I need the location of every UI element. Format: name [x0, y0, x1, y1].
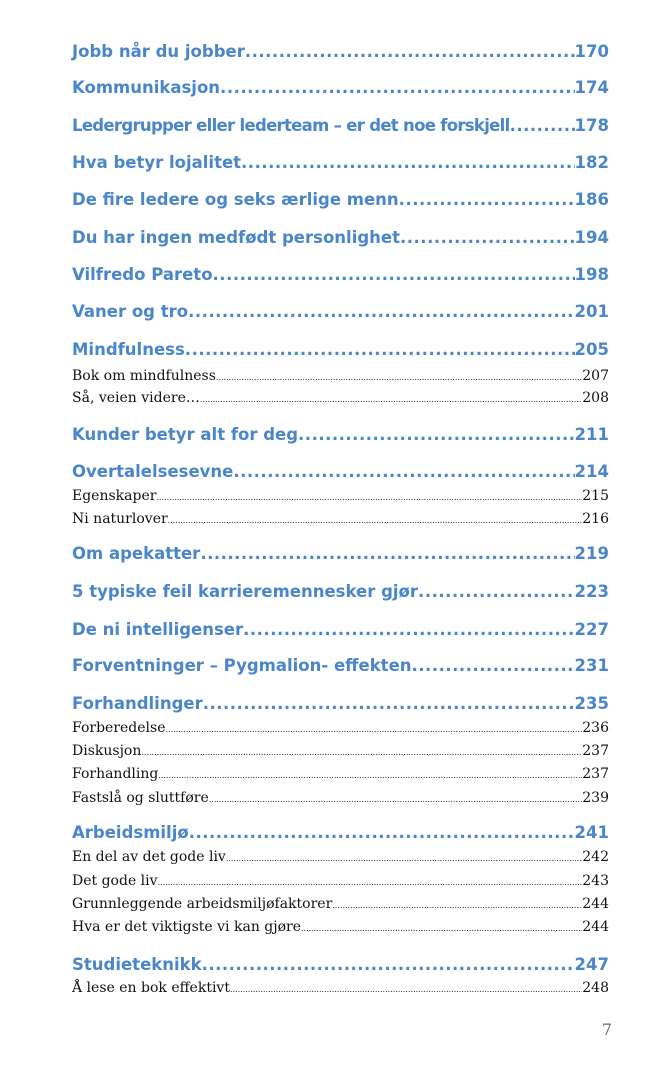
toc-entry-page: 244 — [582, 919, 609, 935]
dot-leader — [301, 919, 582, 938]
toc-entry[interactable] — [72, 655, 609, 677]
toc-entry-page: 219 — [574, 544, 609, 563]
toc-entry-title: Kunder betyr alt for deg — [72, 425, 299, 444]
toc-entry-page: 243 — [582, 873, 609, 889]
toc-entry-title: Forhandling — [72, 766, 159, 782]
toc-entry-page: 236 — [582, 720, 609, 736]
dot-leader — [213, 264, 575, 286]
toc-entry-page: 248 — [582, 980, 609, 996]
toc-entry-title: Fastslå og sluttføre — [72, 790, 209, 806]
toc-entry[interactable] — [72, 581, 609, 603]
toc-entry-page: 174 — [574, 78, 609, 97]
toc-entry-title: De ni intelligenser — [72, 620, 244, 639]
dot-leader — [243, 619, 574, 641]
toc-subentry[interactable] — [72, 510, 609, 529]
toc-subentry[interactable] — [72, 979, 609, 998]
toc-entry-page: 201 — [574, 302, 609, 321]
toc-entry[interactable] — [72, 543, 609, 565]
dot-leader — [510, 115, 575, 137]
dot-leader — [158, 766, 582, 785]
toc-entry-title: Å lese en bok effektivt — [72, 980, 230, 996]
dot-leader — [158, 873, 583, 892]
toc-entry-title: Forberedelse — [72, 720, 166, 736]
toc-entry-title: De fire ledere og seks ærlige menn — [72, 190, 399, 209]
toc-entry[interactable] — [72, 189, 609, 211]
toc-entry-page: 215 — [582, 488, 609, 504]
dot-leader — [188, 301, 574, 323]
toc-subentry[interactable] — [72, 872, 609, 891]
dot-leader — [200, 543, 574, 565]
toc-subentry[interactable] — [72, 367, 609, 386]
dot-leader — [233, 461, 574, 483]
toc-entry-page: 227 — [574, 620, 609, 639]
toc-entry-title: Mindfulness — [72, 340, 185, 359]
toc-entry-title: Overtalelsesevne — [72, 462, 234, 481]
toc-entry-page: 211 — [574, 425, 609, 444]
dot-leader — [156, 488, 582, 507]
toc-entry-page: 235 — [574, 694, 609, 713]
dot-leader — [399, 189, 575, 211]
dot-leader — [168, 511, 583, 530]
toc-entry[interactable] — [72, 822, 609, 844]
toc-entry-title: Så, veien videre… — [72, 390, 200, 406]
toc-entry-title: Kommunikasjon — [72, 78, 221, 97]
dot-leader — [412, 655, 575, 677]
toc-entry-page: 178 — [574, 116, 609, 135]
toc-entry-page: 231 — [574, 656, 609, 675]
dot-leader — [298, 424, 575, 446]
toc-entry-page: 244 — [582, 896, 609, 912]
toc-entry[interactable] — [72, 693, 609, 715]
toc-entry-page: 241 — [574, 823, 609, 842]
dot-leader — [230, 980, 582, 999]
dot-leader — [241, 152, 575, 174]
page-number: 7 — [601, 1020, 612, 1039]
toc-entry-title: Grunnleggende arbeidsmiljøfaktorer — [72, 896, 333, 912]
toc-entry-page: 186 — [574, 190, 609, 209]
toc-subentry[interactable] — [72, 765, 609, 784]
toc-entry-title: Jobb når du jobber — [72, 42, 245, 61]
toc-subentry[interactable] — [72, 487, 609, 506]
dot-leader — [202, 954, 575, 976]
toc-entry-page: 247 — [574, 955, 609, 974]
toc-subentry[interactable] — [72, 742, 609, 761]
toc-subentry[interactable] — [72, 895, 609, 914]
toc-entry-page: 182 — [574, 153, 609, 172]
dot-leader — [185, 339, 575, 361]
toc-entry-title: Det gode liv — [72, 873, 158, 889]
toc-entry-title: Vilfredo Pareto — [72, 265, 213, 284]
dot-leader — [216, 368, 582, 387]
toc-entry-page: 205 — [574, 340, 609, 359]
toc-entry-title: Forhandlinger — [72, 694, 203, 713]
toc-entry-page: 239 — [582, 790, 609, 806]
toc-subentry[interactable] — [72, 848, 609, 867]
dot-leader — [226, 849, 582, 868]
toc-entry[interactable] — [72, 954, 609, 976]
toc-entry[interactable] — [72, 461, 609, 483]
toc-entry-page: 170 — [574, 42, 609, 61]
toc-entry-title: Ni naturlover — [72, 511, 168, 527]
dot-leader — [220, 77, 575, 99]
dot-leader — [200, 390, 582, 409]
dot-leader — [189, 822, 575, 844]
dot-leader — [400, 227, 575, 249]
toc-entry-title: Om apekatter — [72, 544, 201, 563]
toc-entry[interactable] — [72, 424, 609, 446]
toc-entry-title: Arbeidsmiljø — [72, 823, 189, 842]
toc-entry-page: 207 — [582, 368, 609, 384]
toc-entry[interactable] — [72, 301, 609, 323]
dot-leader — [418, 581, 575, 603]
toc-entry-title: Hva betyr lojalitet — [72, 153, 242, 172]
toc-entry-page: 223 — [574, 582, 609, 601]
dot-leader — [166, 720, 583, 739]
toc-entry-title: Forventninger – Pygmalion- effekten — [72, 656, 412, 675]
toc-entry-page: 237 — [582, 766, 609, 782]
toc-entry[interactable] — [72, 619, 609, 641]
toc-entry[interactable] — [72, 339, 609, 361]
toc-entry-title: Du har ingen medfødt personlighet — [72, 228, 400, 247]
toc-entry-page: 214 — [574, 462, 609, 481]
toc-entry[interactable] — [72, 77, 609, 99]
dot-leader — [141, 743, 582, 762]
toc-subentry[interactable] — [72, 789, 609, 808]
toc-entry-title: 5 typiske feil karrieremennesker gjør — [72, 582, 419, 601]
toc-entry-page: 242 — [582, 849, 609, 865]
dot-leader — [245, 41, 575, 63]
toc-entry-title: Hva er det viktigste vi kan gjøre — [72, 919, 301, 935]
toc-entry[interactable] — [72, 152, 609, 174]
toc-subentry[interactable] — [72, 719, 609, 738]
toc-entry[interactable] — [72, 264, 609, 286]
toc-entry-title: En del av det gode liv — [72, 849, 226, 865]
toc-entry-title: Studieteknikk — [72, 955, 202, 974]
toc-entry-title: Egenskaper — [72, 488, 157, 504]
toc-subentry[interactable] — [72, 918, 609, 937]
toc-entry-title: Diskusjon — [72, 743, 142, 759]
toc-entry-page: 198 — [574, 265, 609, 284]
dot-leader — [209, 790, 583, 809]
toc-entry-title: Bok om mindfulness — [72, 368, 216, 384]
toc-subentry[interactable] — [72, 389, 609, 408]
dot-leader — [203, 693, 575, 715]
toc-entry-page: 237 — [582, 743, 609, 759]
toc-entry[interactable] — [72, 227, 609, 249]
toc-entry-page: 208 — [582, 390, 609, 406]
toc-entry-title: Ledergrupper eller lederteam – er det noe forskjell — [72, 116, 510, 135]
toc-entry[interactable] — [72, 115, 609, 137]
toc-entry[interactable] — [72, 41, 609, 63]
toc-entry-page: 216 — [582, 511, 609, 527]
toc-entry-page: 194 — [574, 228, 609, 247]
toc-entry-title: Vaner og tro — [72, 302, 189, 321]
dot-leader — [332, 896, 582, 915]
